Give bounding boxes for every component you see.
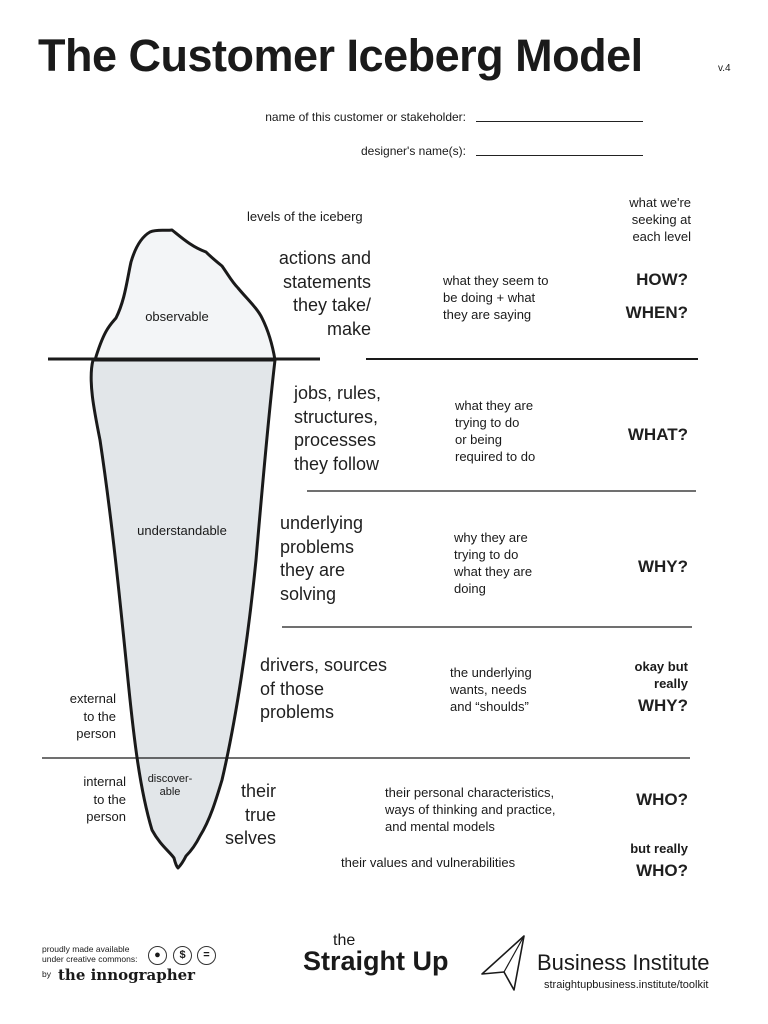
- brand-the: the: [333, 932, 356, 949]
- level-drivers: drivers, sources of those problems: [260, 655, 388, 722]
- question-when: WHEN?: [625, 303, 688, 322]
- brand-url[interactable]: straightupbusiness.institute/toolkit: [544, 979, 709, 991]
- question-why: WHY?: [637, 557, 688, 576]
- designer-field-label: designer's name(s):: [361, 144, 466, 158]
- cc-by-icon[interactable]: ●: [148, 946, 167, 965]
- license-text: proudly made available under creative commons:: [42, 944, 138, 964]
- zone-observable: observable: [145, 309, 209, 324]
- desc-problems: why they are trying to do what they are doing: [454, 530, 533, 596]
- page-title: The Customer Iceberg Model: [38, 30, 643, 81]
- question-why-really: WHY?: [637, 696, 688, 715]
- level-problems: underlying problems they are solving: [280, 513, 364, 604]
- desc-jobs: what they are trying to do or being required to do: [455, 398, 536, 464]
- cc-nd-icon[interactable]: =: [197, 946, 216, 965]
- author-logo: the innographer: [58, 966, 196, 984]
- seeking-header: what we're seeking at each level: [629, 195, 691, 244]
- iceberg-tip: [95, 230, 275, 360]
- zone-understandable: understandable: [137, 523, 227, 538]
- question-how: HOW?: [636, 270, 688, 289]
- question-who: WHO?: [636, 790, 688, 809]
- internal-label: internal to the person: [83, 774, 126, 824]
- level-jobs: jobs, rules, structures, processes they follow: [294, 383, 382, 474]
- zone-discoverable: discover- able: [147, 773, 193, 798]
- customer-field-label: name of this customer or stakeholder:: [265, 110, 466, 124]
- question-but-really: but really: [630, 841, 688, 856]
- desc-values: their values and vulnerabilities: [341, 855, 516, 870]
- by-label: by: [42, 969, 51, 979]
- level-true-selves: their true selves: [224, 781, 276, 848]
- question-okay-but-really: okay but really: [634, 659, 688, 691]
- version-label: v.4: [718, 63, 731, 74]
- desc-true-selves: their personal characteristics, ways of thinking and practice, and mental models: [385, 785, 556, 834]
- level-actions: actions and statements they take/ make: [278, 248, 371, 339]
- question-who-really: WHO?: [636, 861, 688, 880]
- external-label: external to the person: [69, 691, 116, 741]
- brand-institute: Business Institute: [537, 950, 710, 975]
- levels-header: levels of the iceberg: [247, 209, 363, 224]
- cc-nc-icon[interactable]: $: [173, 946, 192, 965]
- desc-actions: what they seem to be doing + what they are saying: [443, 273, 549, 322]
- brand-name: Straight Up: [303, 946, 449, 976]
- desc-drivers: the underlying wants, needs and “shoulds”: [450, 665, 532, 714]
- question-what: WHAT?: [627, 425, 688, 444]
